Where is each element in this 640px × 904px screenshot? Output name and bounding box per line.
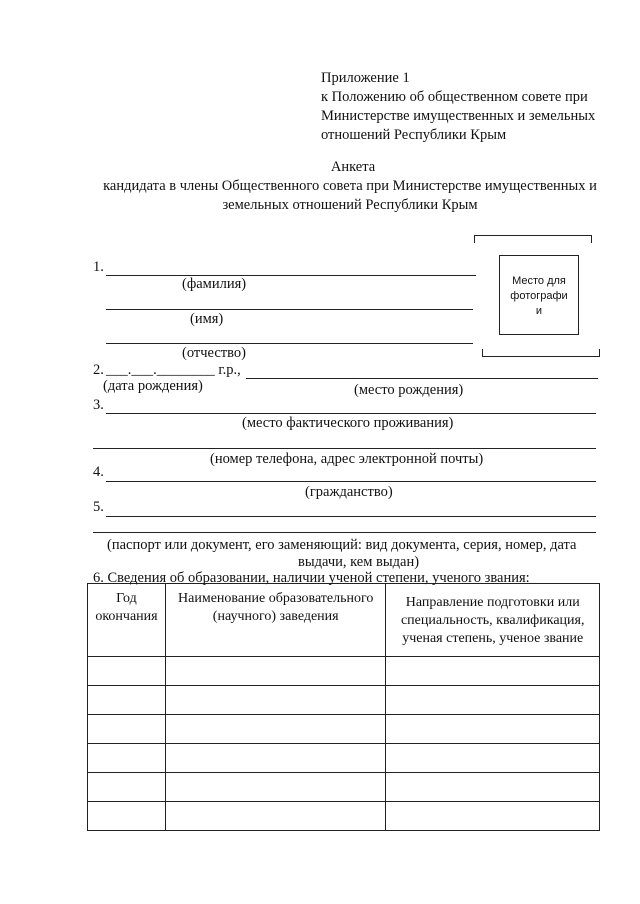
surname-caption: (фамилия) <box>182 276 247 292</box>
field-3-number: 3. <box>93 397 104 413</box>
birth-place-line[interactable] <box>246 378 598 379</box>
institution-cell[interactable] <box>165 686 386 715</box>
specialty-cell[interactable] <box>386 715 600 744</box>
photo-label-3: и <box>535 305 543 317</box>
photo-bracket-top <box>474 235 592 243</box>
field-2-number: 2. <box>93 362 104 378</box>
year-cell[interactable] <box>88 744 166 773</box>
col-specialty-line-3: ученая степень, ученое звание <box>402 631 584 646</box>
appendix-line-3: Министерстве имущественных и земельных <box>321 108 596 124</box>
photo-placeholder <box>499 255 579 335</box>
birth-place-caption: (место рождения) <box>354 382 464 398</box>
col-institution-line-1: Наименование образовательного <box>178 591 374 606</box>
year-cell[interactable] <box>88 686 166 715</box>
table-row <box>88 686 600 715</box>
passport-line-2[interactable] <box>93 532 596 533</box>
specialty-cell[interactable] <box>386 802 600 831</box>
specialty-cell[interactable] <box>386 773 600 802</box>
field-4-number: 4. <box>93 464 104 480</box>
patronymic-caption: (отчество) <box>182 345 246 361</box>
year-cell[interactable] <box>88 657 166 686</box>
year-cell[interactable] <box>88 715 166 744</box>
appendix-line-2: к Положению об общественном совете при <box>321 89 588 105</box>
year-cell[interactable] <box>88 773 166 802</box>
col-specialty-header <box>386 584 600 657</box>
contacts-caption: (номер телефона, адрес электронной почты) <box>210 451 484 467</box>
birth-date-caption: (дата рождения) <box>103 378 203 394</box>
table-row <box>88 657 600 686</box>
photo-label-1: Место для <box>512 275 566 287</box>
col-specialty-line-1: Направление подготовки или <box>405 595 580 610</box>
table-row <box>88 715 600 744</box>
institution-cell[interactable] <box>165 773 386 802</box>
field-5-number: 5. <box>93 499 104 515</box>
col-year-header <box>88 584 166 657</box>
col-institution-line-2: (научного) заведения <box>212 609 339 624</box>
specialty-cell[interactable] <box>386 657 600 686</box>
table-row <box>88 773 600 802</box>
form-subtitle-line-2: земельных отношений Республики Крым <box>222 197 478 213</box>
col-year-line-1: Год <box>116 591 137 606</box>
education-heading: 6. Сведения об образовании, наличии ученой степени, ученого звания: <box>93 570 530 586</box>
institution-cell[interactable] <box>165 715 386 744</box>
residence-line[interactable] <box>106 413 596 414</box>
specialty-cell[interactable] <box>386 744 600 773</box>
specialty-cell[interactable] <box>386 686 600 715</box>
education-table-body <box>88 657 600 831</box>
residence-caption: (место фактического проживания) <box>242 415 454 431</box>
col-year-line-2: окончания <box>95 609 158 624</box>
birth-date-template[interactable]: ___.___.________ г.р., <box>106 362 241 378</box>
passport-caption-1: (паспорт или документ, его заменяющий: вид документа, серия, номер, дата <box>107 537 577 553</box>
year-cell[interactable] <box>88 802 166 831</box>
appendix-line-4: отношений Республики Крым <box>321 127 507 143</box>
photo-label-2: фотографи <box>510 290 568 302</box>
form-subtitle-line-1: кандидата в члены Общественного совета при Министерстве имущественных и <box>103 178 597 194</box>
education-table <box>87 583 600 831</box>
table-row <box>88 802 600 831</box>
col-institution-header <box>165 584 386 657</box>
passport-line-1[interactable] <box>106 516 596 517</box>
patronymic-line[interactable] <box>106 343 473 344</box>
education-table-header <box>88 584 600 657</box>
photo-bracket-bottom <box>482 349 600 357</box>
col-specialty-line-2: специальность, квалификация, <box>400 613 585 628</box>
appendix-header <box>321 69 595 145</box>
passport-caption-2: выдачи, кем выдан) <box>298 554 420 570</box>
name-line[interactable] <box>106 309 473 310</box>
table-row <box>88 744 600 773</box>
institution-cell[interactable] <box>165 657 386 686</box>
form-title: Анкета <box>330 159 376 175</box>
surname-line[interactable] <box>106 275 476 276</box>
citizenship-caption: (гражданство) <box>305 484 393 500</box>
name-caption: (имя) <box>190 311 224 327</box>
institution-cell[interactable] <box>165 802 386 831</box>
contacts-line[interactable] <box>93 448 596 449</box>
field-1-number: 1. <box>93 259 104 275</box>
citizenship-line[interactable] <box>106 481 596 482</box>
institution-cell[interactable] <box>165 744 386 773</box>
appendix-line-1: Приложение 1 <box>321 70 410 86</box>
